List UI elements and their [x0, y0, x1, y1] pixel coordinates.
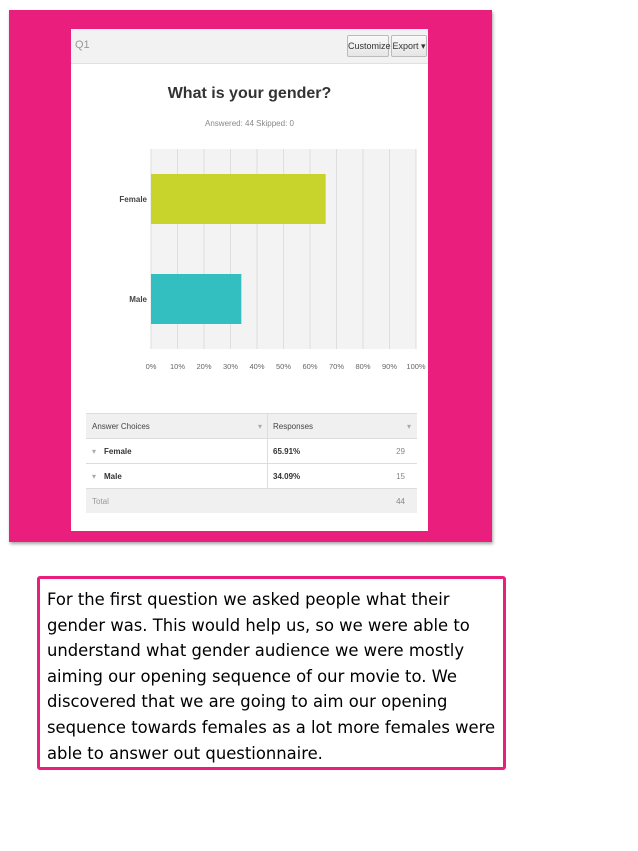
column-divider	[267, 439, 268, 463]
total-count: 44	[396, 497, 405, 506]
x-tick-label: 40%	[249, 362, 265, 371]
question-label: Q1	[75, 39, 90, 51]
table-row	[86, 464, 417, 489]
expand-arrow-icon[interactable]: ▾	[92, 447, 97, 456]
header-answer-choices[interactable]: Answer Choices	[92, 422, 150, 431]
row-percent: 34.09%	[273, 472, 301, 481]
x-tick-label: 100%	[406, 362, 426, 371]
customize-button[interactable]: Customize	[347, 35, 389, 57]
sort-arrow-icon[interactable]: ▾	[258, 422, 263, 431]
description-box	[37, 576, 506, 770]
row-count: 29	[396, 447, 405, 456]
row-count: 15	[396, 472, 405, 481]
chart-title: What is your gender?	[167, 85, 332, 102]
x-tick-label: 30%	[222, 362, 239, 371]
x-tick-label: 60%	[302, 362, 318, 371]
x-tick-label: 50%	[275, 362, 292, 371]
row-choice: Female	[104, 447, 132, 456]
description-text: For the first question we asked people what their gender was. This would help us, so we were able to understand what gender audience we were mostly aiming our opening sequence of our movie to. We discovered that we are going to aim our opening sequence towards females as a lot more females were able to answer out questionnaire.	[47, 590, 496, 763]
header-responses[interactable]: Responses	[273, 422, 314, 431]
column-divider	[267, 464, 268, 488]
panel-header	[71, 29, 428, 64]
bar-female	[151, 174, 326, 224]
x-tick-label: 70%	[328, 362, 345, 371]
survey-panel	[71, 29, 428, 531]
bar-chart	[71, 139, 428, 379]
column-divider	[267, 414, 268, 438]
category-label: Male	[129, 295, 147, 304]
sort-arrow-icon[interactable]: ▾	[406, 422, 411, 431]
expand-arrow-icon[interactable]: ▾	[92, 472, 97, 481]
bar-male	[151, 274, 241, 324]
table-row	[86, 439, 417, 464]
x-tick-label: 20%	[196, 362, 212, 371]
category-label: Female	[119, 195, 147, 204]
x-tick-label: 90%	[381, 362, 398, 371]
total-label: Total	[92, 497, 109, 506]
export-button[interactable]: Export ▾	[391, 35, 427, 57]
table-total-row	[86, 489, 417, 513]
x-tick-label: 0%	[145, 362, 157, 371]
x-tick-label: 80%	[355, 362, 371, 371]
table-header-row	[86, 413, 417, 439]
row-choice: Male	[104, 472, 122, 481]
chart-subtitle: Answered: 44 Skipped: 0	[205, 119, 294, 128]
results-table	[86, 413, 417, 513]
row-percent: 65.91%	[273, 447, 301, 456]
x-tick-label: 10%	[169, 362, 186, 371]
